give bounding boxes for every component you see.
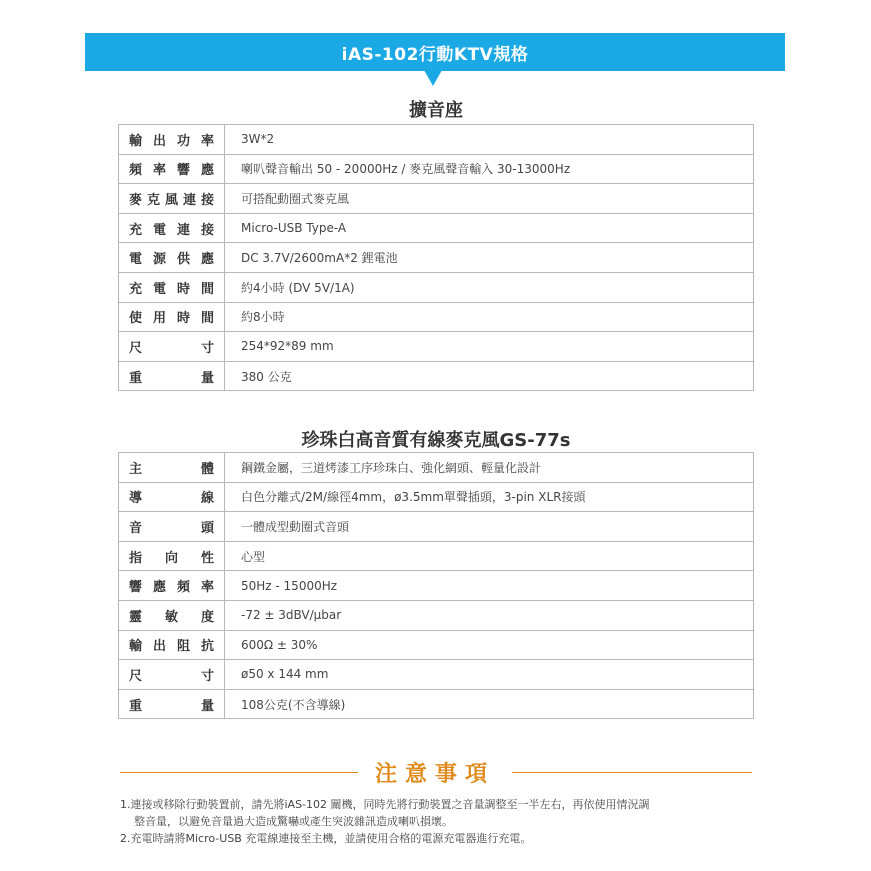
label-char: 連	[176, 222, 190, 238]
notice-item-1-line2: 整音量，以避免音量過大造成驚嚇或產生突波雜訊造成喇叭損壞。	[134, 815, 453, 828]
spec-value: 108公克(不含導線)	[225, 689, 754, 719]
notice-title: 注意事項	[374, 762, 495, 787]
label-char: 頻	[129, 163, 143, 179]
spec-row	[119, 600, 754, 630]
spec-row	[119, 213, 754, 243]
label-char: 線	[200, 491, 214, 507]
spec-label	[119, 630, 225, 660]
mic-section-title: 珍珠白高音質有線麥克風GS-77s	[301, 430, 571, 451]
label-char: 源	[152, 252, 166, 268]
label-char: 重	[129, 698, 143, 714]
label-char: 電	[152, 281, 166, 297]
spec-value: 約4小時 (DV 5V/1A)	[225, 272, 754, 302]
spec-row	[119, 154, 754, 184]
spec-label	[119, 302, 225, 332]
label-char: 輸	[129, 133, 143, 149]
label-char: 使	[129, 311, 143, 327]
label-char: 主	[129, 461, 143, 477]
label-char: 響	[129, 580, 143, 596]
label-char: 寸	[200, 340, 214, 356]
spec-row	[119, 332, 754, 362]
spec-label	[119, 243, 225, 273]
spec-label-text	[129, 307, 214, 326]
label-char: 量	[200, 370, 214, 386]
spec-label-text	[129, 517, 214, 536]
notice-item-1	[120, 796, 760, 830]
banner-title: iAS-102行動KTV規格	[341, 44, 529, 65]
label-char: 重	[129, 370, 143, 386]
label-char: 靈	[129, 609, 143, 625]
spec-row	[119, 512, 754, 542]
label-char: 充	[129, 281, 143, 297]
spec-label-text	[129, 576, 214, 595]
notice-item-2	[120, 830, 760, 847]
label-char: 電	[152, 222, 166, 238]
spec-label-text	[129, 458, 214, 477]
spec-label-text	[129, 695, 214, 714]
notice-divider-right	[512, 772, 752, 773]
speaker-section-title: 擴音座	[409, 100, 463, 121]
label-char: 麥	[129, 192, 143, 208]
label-char: 率	[152, 163, 166, 179]
spec-label	[119, 184, 225, 214]
label-char: 尺	[129, 668, 143, 684]
label-char: 應	[200, 163, 214, 179]
label-char: 度	[200, 609, 214, 625]
spec-label-text	[129, 547, 214, 566]
spec-banner	[85, 33, 785, 71]
notice-item-1-line1: 1.連接或移除行動裝置前，請先將iAS-102 關機，同時先將行動裝置之音量調整至一半左右，再依使用情況調	[120, 798, 650, 811]
label-char: 頭	[200, 520, 214, 536]
label-char: 指	[129, 550, 143, 566]
label-char: 時	[176, 311, 190, 327]
label-char: 向	[164, 550, 178, 566]
spec-row	[119, 541, 754, 571]
spec-value: 380 公克	[225, 361, 754, 391]
spec-value: ø50 x 144 mm	[225, 660, 754, 690]
label-char: 體	[200, 461, 214, 477]
spec-label	[119, 272, 225, 302]
spec-value: 喇叭聲音輸出 50 - 20000Hz / 麥克風聲音輸入 30-13000Hz	[225, 154, 754, 184]
spec-label-text	[129, 278, 214, 297]
spec-label	[119, 571, 225, 601]
label-char: 率	[200, 580, 214, 596]
spec-value: 心型	[225, 541, 754, 571]
label-char: 間	[200, 281, 214, 297]
label-char: 尺	[129, 340, 143, 356]
label-char: 性	[200, 550, 214, 566]
spec-value: 白色分離式/2M/線徑4mm，ø3.5mm單聲插頭，3-pin XLR接頭	[225, 482, 754, 512]
spec-row	[119, 184, 754, 214]
label-char: 間	[200, 311, 214, 327]
spec-label-text	[129, 159, 214, 178]
label-char: 率	[200, 133, 214, 149]
spec-label	[119, 660, 225, 690]
label-char: 連	[182, 192, 196, 208]
spec-label-text	[129, 189, 214, 208]
spec-value: 50Hz - 15000Hz	[225, 571, 754, 601]
spec-row	[119, 361, 754, 391]
speaker-spec-table	[118, 124, 754, 391]
spec-label-text	[129, 337, 214, 356]
label-char: 頻	[176, 580, 190, 596]
spec-label	[119, 689, 225, 719]
spec-label	[119, 125, 225, 155]
spec-value: 600Ω ± 30%	[225, 630, 754, 660]
label-char: 應	[200, 252, 214, 268]
spec-label	[119, 482, 225, 512]
spec-label-text	[129, 130, 214, 149]
spec-label-text	[129, 248, 214, 267]
label-char: 輸	[129, 639, 143, 655]
spec-value: 一體成型動圈式音頭	[225, 512, 754, 542]
spec-label-text	[129, 367, 214, 386]
spec-value: DC 3.7V/2600mA*2 鋰電池	[225, 243, 754, 273]
label-char: 寸	[200, 668, 214, 684]
label-char: 風	[164, 192, 178, 208]
label-char: 接	[200, 222, 214, 238]
label-char: 抗	[200, 639, 214, 655]
spec-row	[119, 453, 754, 483]
spec-value: 3W*2	[225, 125, 754, 155]
label-char: 敏	[164, 609, 178, 625]
spec-value: 鋼鐵金屬，三道烤漆工序珍珠白、強化網頭、輕量化設計	[225, 453, 754, 483]
label-char: 電	[129, 252, 143, 268]
spec-value: 可搭配動圈式麥克風	[225, 184, 754, 214]
spec-label-text	[129, 665, 214, 684]
spec-value: Micro-USB Type-A	[225, 213, 754, 243]
spec-label	[119, 453, 225, 483]
spec-label	[119, 512, 225, 542]
spec-label	[119, 332, 225, 362]
spec-row	[119, 302, 754, 332]
spec-label	[119, 600, 225, 630]
label-char: 出	[152, 639, 166, 655]
mic-spec-table	[118, 452, 754, 719]
label-char: 功	[176, 133, 190, 149]
label-char: 時	[176, 281, 190, 297]
spec-value: 254*92*89 mm	[225, 332, 754, 362]
spec-label-text	[129, 219, 214, 238]
spec-row	[119, 272, 754, 302]
notice-divider-left	[120, 772, 358, 773]
label-char: 克	[146, 192, 160, 208]
label-char: 阻	[176, 639, 190, 655]
notice-item-2-line1: 2.充電時請將Micro-USB 充電線連接至主機，並請使用合格的電源充電器進行充電。	[120, 832, 532, 845]
label-char: 接	[200, 192, 214, 208]
spec-row	[119, 482, 754, 512]
label-char: 導	[129, 491, 143, 507]
label-char: 充	[129, 222, 143, 238]
spec-value: 約8小時	[225, 302, 754, 332]
label-char: 出	[152, 133, 166, 149]
spec-label	[119, 154, 225, 184]
notice-list	[120, 796, 760, 847]
spec-row	[119, 571, 754, 601]
spec-row	[119, 689, 754, 719]
label-char: 應	[152, 580, 166, 596]
spec-value: -72 ± 3dBV/μbar	[225, 600, 754, 630]
label-char: 音	[129, 520, 143, 536]
spec-label	[119, 213, 225, 243]
spec-label-text	[129, 487, 214, 506]
spec-row	[119, 660, 754, 690]
banner-arrow-icon	[424, 70, 442, 86]
spec-row	[119, 125, 754, 155]
label-char: 供	[176, 252, 190, 268]
label-char: 量	[200, 698, 214, 714]
spec-label-text	[129, 635, 214, 654]
label-char: 用	[152, 311, 166, 327]
spec-label	[119, 361, 225, 391]
spec-label-text	[129, 606, 214, 625]
spec-label	[119, 541, 225, 571]
spec-row	[119, 243, 754, 273]
label-char: 響	[176, 163, 190, 179]
spec-row	[119, 630, 754, 660]
